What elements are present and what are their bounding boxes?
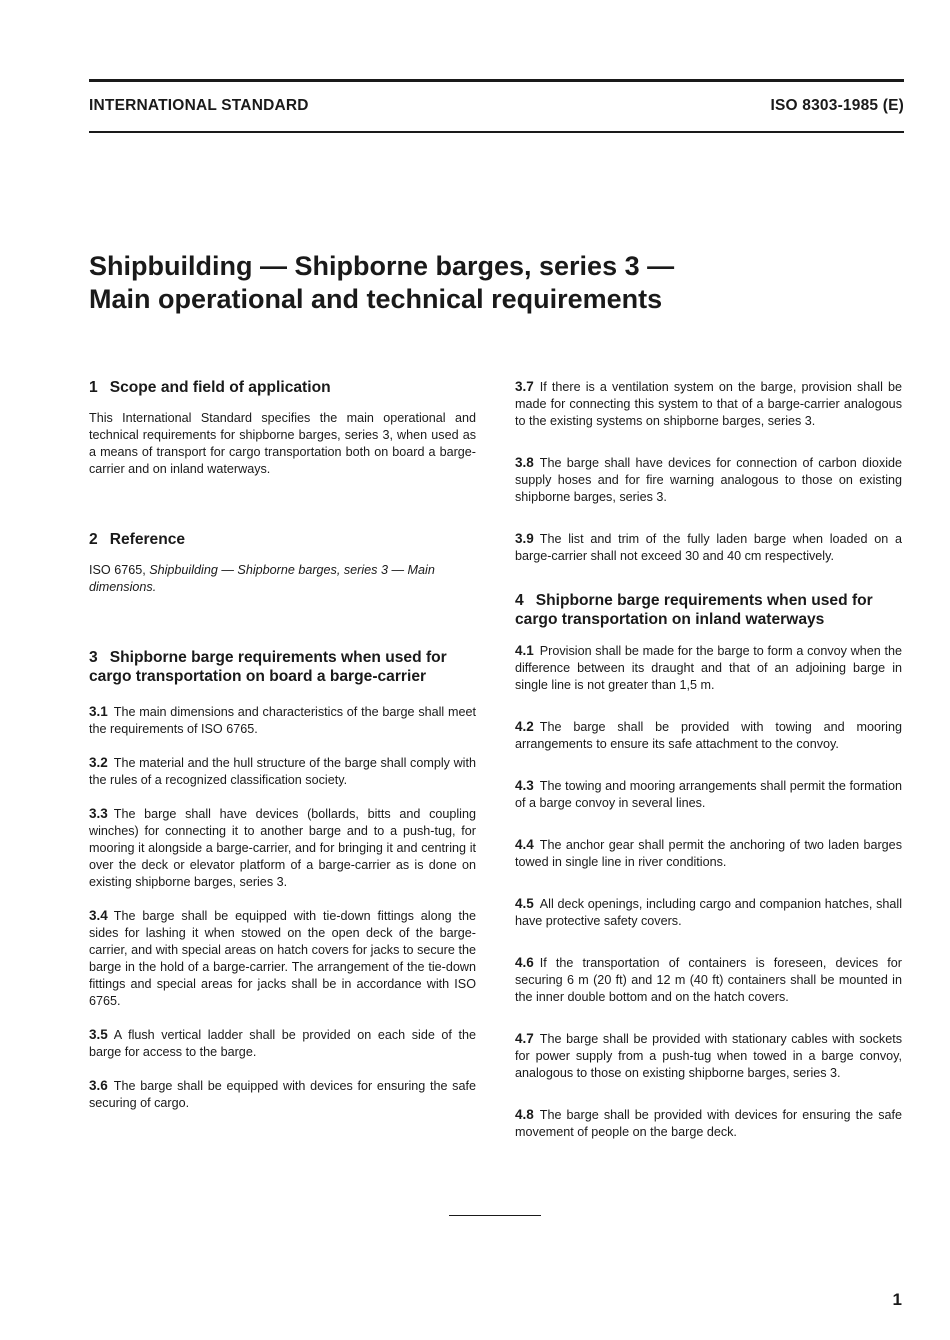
header-bottom-rule xyxy=(89,131,904,133)
right-column xyxy=(515,378,902,1141)
clause-3-7: 3.7 If there is a ventilation system on the barge, provision shall be made for connecting this system to that of a barge-carrier analogous to the existing systems on shipborne barges, series 3. xyxy=(515,379,902,428)
section-1-body: This International Standard specifies the main operational and technical requirements for shipborne barges, series 3, when used as a means of transport for cargo transportation both on board a barge-carrier and on inland waterways. xyxy=(89,411,476,476)
section-2-reference: ISO 6765, Shipbuilding — Shipborne barges, series 3 — Main dimensions. xyxy=(89,563,435,594)
section-2-heading: 2 Reference xyxy=(89,531,186,548)
footer-rule xyxy=(449,1215,541,1216)
header-standard-label: INTERNATIONAL STANDARD xyxy=(89,97,309,114)
clause-3-9: 3.9 The list and trim of the fully laden barge when loaded on a barge-carrier shall not exceed 30 and 40 cm respectively. xyxy=(515,531,902,563)
clause-4-3: 4.3 The towing and mooring arrangements shall permit the formation of a barge convoy in several lines. xyxy=(515,778,902,810)
page-number: 1 xyxy=(892,1290,902,1309)
clause-3-2: 3.2 The material and the hull structure of the barge shall comply with the rules of a recognized classification society. xyxy=(89,755,476,787)
clause-3-4: 3.4 The barge shall be equipped with tie-down fittings along the sides for lashing it when stowed on the open deck of the barge-carrier, and with special areas on hatch covers for jacks to secure the barge in the hold of a barge-carrier. The arrangement of the tie-down fittings and special areas for jacks shall be in accordance with ISO 6765. xyxy=(89,908,476,1008)
clause-3-8: 3.8 The barge shall have devices for connection of carbon dioxide supply hoses and for fire warning analogous to those on existing shipborne barges, series 3. xyxy=(515,455,902,504)
clause-4-2: 4.2 The barge shall be provided with towing and mooring arrangements to ensure its safe attachment to the convoy. xyxy=(515,719,902,751)
clause-4-8: 4.8 The barge shall be provided with devices for ensuring the safe movement of people on the barge deck. xyxy=(515,1107,902,1139)
clause-3-5: 3.5 A flush vertical ladder shall be provided on each side of the barge for access to the barge. xyxy=(89,1027,476,1059)
clause-3-3: 3.3 The barge shall have devices (bollards, bitts and coupling winches) for connecting it to another barge and to a push-tug, for mooring it alongside a barge-carrier, and for bringing it and centring it over the deck or elevator platform of a barge-carrier as is done on existing shipborne barges, series 3. xyxy=(89,806,476,889)
clause-4-1: 4.1 Provision shall be made for the barge to form a convoy when the difference between its draught and that of an adjoining barge in single line is not greater than 1,5 m. xyxy=(515,643,902,692)
clause-3-6: 3.6 The barge shall be equipped with devices for ensuring the safe securing of cargo. xyxy=(89,1078,476,1110)
section-3-heading: 3 Shipborne barge requirements when used for cargo transportation on board a barge-carrier xyxy=(89,649,447,685)
left-column xyxy=(89,378,476,1112)
section-4-heading: 4 Shipborne barge requirements when used for cargo transportation on inland waterways xyxy=(515,592,873,628)
header-document-number: ISO 8303-1985 (E) xyxy=(770,97,904,114)
title-line-1: Shipbuilding — Shipborne barges, series 3 — xyxy=(89,251,675,281)
section-1-heading: 1 Scope and field of application xyxy=(89,379,331,396)
clause-3-1: 3.1 The main dimensions and characteristics of the barge shall meet the requirements of ISO 6765. xyxy=(89,704,476,736)
document-title xyxy=(89,250,674,316)
clause-4-5: 4.5 All deck openings, including cargo and companion hatches, shall have protective safety covers. xyxy=(515,896,902,928)
clause-4-7: 4.7 The barge shall be provided with stationary cables with sockets for power supply from a push-tug when towed in a barge convoy, analogous to those on existing shipborne barges, series 3. xyxy=(515,1031,902,1080)
clause-4-4: 4.4 The anchor gear shall permit the anchoring of two laden barges towed in single line in river conditions. xyxy=(515,837,902,869)
header-top-rule xyxy=(89,79,904,82)
clause-4-6: 4.6 If the transportation of containers is foreseen, devices for securing 6 m (20 ft) and 12 m (40 ft) containers shall be mounted in the inner double bottom and on the hatch covers. xyxy=(515,955,902,1004)
title-line-2: Main operational and technical requirements xyxy=(89,284,663,314)
